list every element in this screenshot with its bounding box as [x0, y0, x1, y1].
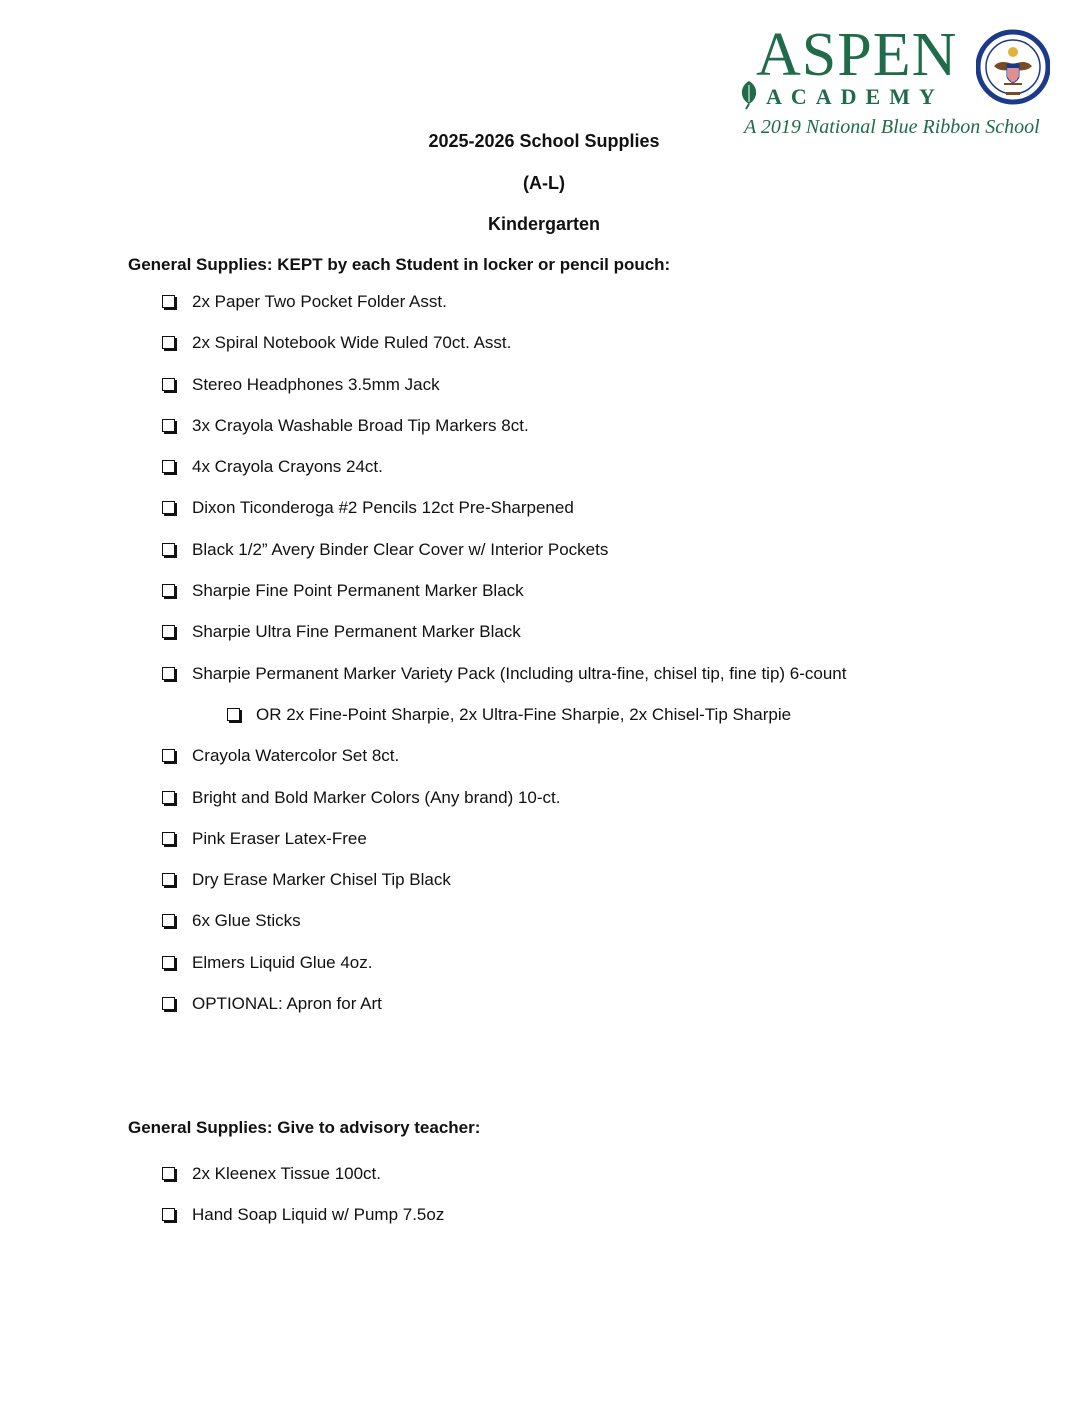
list-item	[0, 621, 846, 662]
list-item	[0, 828, 846, 869]
list-item	[0, 415, 846, 456]
supply-item-label: Black 1/2” Avery Binder Clear Cover w/ Interior Pockets	[192, 539, 609, 559]
checkbox-icon	[162, 914, 175, 927]
list-item	[0, 539, 846, 580]
supply-item-label: OPTIONAL: Apron for Art	[192, 994, 382, 1014]
supply-item-label: Stereo Headphones 3.5mm Jack	[192, 374, 440, 394]
checkbox-icon	[162, 873, 175, 886]
checkbox-icon	[162, 501, 175, 514]
supply-item-label: Pink Eraser Latex-Free	[192, 828, 367, 848]
document-title: 2025-2026 School Supplies	[428, 131, 660, 151]
checkbox-icon	[162, 956, 175, 969]
checkbox-icon	[162, 419, 175, 432]
supply-item-label: 4x Crayola Crayons 24ct.	[192, 457, 383, 477]
us-great-seal-icon	[976, 26, 1050, 108]
grade-level: Kindergarten	[487, 214, 601, 234]
list-item	[0, 580, 846, 621]
supply-item-label: OR 2x Fine-Point Sharpie, 2x Ultra-Fine Sharpie, 2x Chisel-Tip Sharpie	[256, 704, 792, 724]
section-heading-kept-by-student: General Supplies: KEPT by each Student in locker or pencil pouch:	[128, 255, 671, 274]
list-item	[0, 663, 846, 704]
supply-item-label: 3x Crayola Washable Broad Tip Markers 8ct.	[192, 415, 529, 435]
list-item	[0, 993, 846, 1034]
list-item	[0, 332, 846, 373]
checkbox-icon	[162, 667, 175, 680]
list-item	[0, 952, 846, 993]
list-item	[0, 291, 846, 332]
supply-item-label: Dixon Ticonderoga #2 Pencils 12ct Pre-Sharpened	[192, 498, 574, 518]
checkbox-icon	[162, 1167, 175, 1180]
checkbox-icon	[162, 791, 175, 804]
list-item	[0, 1163, 444, 1204]
logo-tagline: A 2019 National Blue Ribbon School	[744, 116, 1040, 138]
checkbox-icon	[162, 543, 175, 556]
checkbox-icon	[162, 460, 175, 473]
logo-subtitle: ACADEMY	[766, 84, 944, 109]
checkbox-icon	[162, 1208, 175, 1221]
supply-item-label: Sharpie Permanent Marker Variety Pack (Including ultra-fine, chisel tip, fine tip) 6-count	[192, 663, 847, 683]
list-item	[0, 745, 846, 786]
supply-item-label: 2x Paper Two Pocket Folder Asst.	[192, 292, 447, 311]
checkbox-icon	[162, 997, 175, 1010]
checkbox-icon	[162, 378, 175, 391]
checkbox-icon	[162, 749, 175, 762]
logo-name: ASPEN	[756, 21, 958, 89]
checkbox-icon	[162, 336, 175, 349]
list-item	[0, 787, 846, 828]
checkbox-icon	[162, 832, 175, 845]
list-sub-item	[0, 704, 846, 745]
supply-item-label: Sharpie Ultra Fine Permanent Marker Black	[192, 622, 521, 642]
supply-item-label: 2x Kleenex Tissue 100ct.	[192, 1164, 382, 1183]
supply-item-label: Bright and Bold Marker Colors (Any brand) 10-ct.	[192, 787, 561, 807]
alphabet-range: (A-L)	[523, 173, 565, 193]
list-item	[0, 910, 846, 951]
list-item	[0, 869, 846, 910]
section-heading-give-to-teacher: General Supplies: Give to advisory teacher:	[128, 1118, 481, 1137]
checkbox-icon	[162, 295, 175, 308]
checkbox-icon	[227, 708, 240, 721]
supply-item-label: 2x Spiral Notebook Wide Ruled 70ct. Asst.	[192, 333, 512, 353]
supply-item-label: Sharpie Fine Point Permanent Marker Black	[192, 581, 524, 601]
supply-item-label: Elmers Liquid Glue 4oz.	[192, 952, 373, 972]
supply-item-label: 6x Glue Sticks	[192, 911, 301, 931]
list-item	[0, 1204, 444, 1245]
list-item	[0, 497, 846, 538]
teacher-supplies-list	[0, 1163, 444, 1246]
checkbox-icon	[162, 584, 175, 597]
supply-item-label: Crayola Watercolor Set 8ct.	[192, 746, 400, 766]
list-item	[0, 456, 846, 497]
list-item	[0, 374, 846, 415]
supply-item-label: Hand Soap Liquid w/ Pump 7.5oz	[192, 1205, 445, 1225]
checkbox-icon	[162, 625, 175, 638]
kept-supplies-list	[0, 291, 846, 1034]
supply-item-label: Dry Erase Marker Chisel Tip Black	[192, 870, 451, 890]
aspen-academy-logo	[736, 22, 1066, 142]
